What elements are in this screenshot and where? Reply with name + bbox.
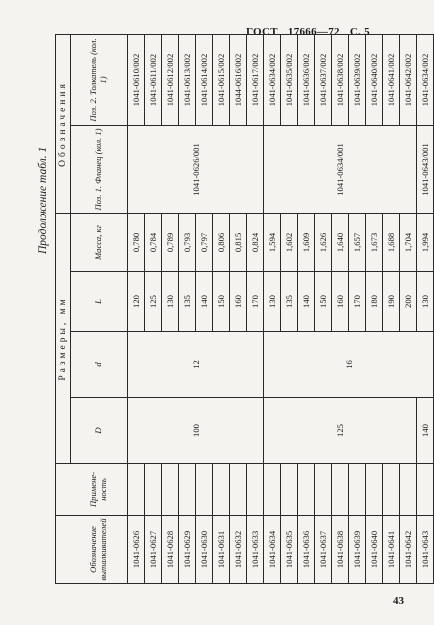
L-cell: 150 — [213, 272, 230, 332]
group-sizes: Размеры, мм — [56, 213, 71, 463]
table-row — [128, 34, 145, 583]
designation-cell: 1041-0638 — [332, 516, 349, 584]
L-cell: 130 — [417, 272, 434, 332]
pusher-cell: 1041-0611/002 — [145, 34, 162, 125]
mass-cell: 1,594 — [264, 213, 281, 271]
L-cell: 190 — [383, 272, 400, 332]
page-number: 43 — [393, 595, 404, 607]
table-continuation-title: Продолжение табл. 1 — [37, 146, 49, 254]
table-row — [179, 34, 196, 583]
table-row — [281, 34, 298, 583]
sizes-table — [55, 34, 434, 584]
table-row — [298, 34, 315, 583]
col-applicability: Примене-ность — [71, 464, 128, 516]
table-row — [315, 34, 332, 583]
L-cell: 160 — [230, 272, 247, 332]
applicability-cell — [128, 464, 145, 516]
applicability-cell — [298, 464, 315, 516]
L-cell: 150 — [315, 272, 332, 332]
pusher-cell: 1041-0638/002 — [332, 34, 349, 125]
applicability-cell — [264, 464, 281, 516]
designation-cell: 1041-0637 — [315, 516, 332, 584]
applicability-cell — [332, 464, 349, 516]
L-cell: 135 — [179, 272, 196, 332]
table-row — [145, 34, 162, 583]
pusher-cell: 1041-0615/002 — [213, 34, 230, 125]
table-row — [400, 34, 417, 583]
pusher-cell: 1041-0617/002 — [247, 34, 264, 125]
table-row — [196, 34, 213, 583]
pusher-cell: 1041-0639/002 — [349, 34, 366, 125]
mass-cell: 1,640 — [332, 213, 349, 271]
table-row — [383, 34, 400, 583]
L-cell: 160 — [332, 272, 349, 332]
L-cell: 125 — [145, 272, 162, 332]
mass-cell: 1,602 — [281, 213, 298, 271]
designation-cell: 1041-0639 — [349, 516, 366, 584]
pusher-cell: 1041-0614/002 — [196, 34, 213, 125]
pusher-cell: 1041-0640/002 — [366, 34, 383, 125]
standard-number: 17666—72 — [287, 26, 340, 38]
header-blank — [56, 516, 71, 584]
applicability-cell — [162, 464, 179, 516]
d-span-cell: 16 — [264, 332, 434, 398]
applicability-cell — [281, 464, 298, 516]
designation-cell: 1041-0635 — [281, 516, 298, 584]
pusher-cell: 1041-0637/002 — [315, 34, 332, 125]
L-cell: 170 — [247, 272, 264, 332]
mass-cell: 1,688 — [383, 213, 400, 271]
applicability-cell — [247, 464, 264, 516]
table-row — [230, 34, 247, 583]
L-cell: 170 — [349, 272, 366, 332]
applicability-cell — [315, 464, 332, 516]
pusher-cell: 1041-0634/002 — [417, 34, 434, 125]
table-row — [332, 34, 349, 583]
designation-cell: 1041-0631 — [213, 516, 230, 584]
D-span-cell: 125 — [264, 398, 417, 464]
header-page: С. 5 — [349, 26, 370, 38]
L-cell: 120 — [128, 272, 145, 332]
table-row — [417, 34, 434, 583]
col-flange: Поз. 1. Фланец (кол. 1) — [71, 125, 128, 213]
applicability-cell — [417, 464, 434, 516]
mass-cell: 0,806 — [213, 213, 230, 271]
mass-cell: 1,673 — [366, 213, 383, 271]
mass-cell: 0,789 — [162, 213, 179, 271]
pusher-cell: 1041-0610/002 — [128, 34, 145, 125]
applicability-cell — [400, 464, 417, 516]
designation-cell: 1041-0632 — [230, 516, 247, 584]
designation-cell: 1041-0629 — [179, 516, 196, 584]
standard-label: ГОСТ — [246, 26, 278, 38]
mass-cell: 1,994 — [417, 213, 434, 271]
mass-cell: 1,626 — [315, 213, 332, 271]
L-cell: 200 — [400, 272, 417, 332]
table-row — [349, 34, 366, 583]
applicability-cell — [230, 464, 247, 516]
table-row — [247, 34, 264, 583]
applicability-cell — [179, 464, 196, 516]
pusher-cell: 1044-0616/002 — [230, 34, 247, 125]
designation-cell: 1041-0630 — [196, 516, 213, 584]
col-pusher: Поз. 2. Толкатель (кол. 1) — [71, 34, 128, 125]
col-L: L — [71, 272, 128, 332]
L-cell: 140 — [298, 272, 315, 332]
flange-span-cell: 1041-0634/001 — [264, 125, 417, 213]
L-cell: 135 — [281, 272, 298, 332]
pusher-cell: 1041-0612/002 — [162, 34, 179, 125]
designation-cell: 1041-0633 — [247, 516, 264, 584]
designation-cell: 1041-0642 — [400, 516, 417, 584]
L-cell: 140 — [196, 272, 213, 332]
flange-span-cell: 1041-0626/001 — [128, 125, 264, 213]
col-d: d — [71, 332, 128, 398]
table-row — [162, 34, 179, 583]
table-row — [366, 34, 383, 583]
mass-cell: 0,797 — [196, 213, 213, 271]
L-cell: 130 — [162, 272, 179, 332]
mass-cell: 0,824 — [247, 213, 264, 271]
L-cell: 130 — [264, 272, 281, 332]
mass-cell: 0,815 — [230, 213, 247, 271]
designation-cell: 1041-0643 — [417, 516, 434, 584]
designation-cell: 1041-0640 — [366, 516, 383, 584]
rotated-table-area — [37, 35, 430, 584]
applicability-cell — [383, 464, 400, 516]
applicability-cell — [196, 464, 213, 516]
d-span-cell: 12 — [128, 332, 264, 398]
table-row — [264, 34, 281, 583]
col-mass: Масса, кг — [71, 213, 128, 271]
table-row — [213, 34, 230, 583]
flange-cell: 1041-0643/001 — [417, 125, 434, 213]
pusher-cell: 1041-0635/002 — [281, 34, 298, 125]
pusher-cell: 1041-0641/002 — [383, 34, 400, 125]
header-blank — [56, 464, 71, 516]
designation-cell: 1041-0628 — [162, 516, 179, 584]
mass-cell: 1,609 — [298, 213, 315, 271]
col-D: D — [71, 398, 128, 464]
applicability-cell — [366, 464, 383, 516]
designation-cell: 1041-0627 — [145, 516, 162, 584]
pusher-cell: 1041-0642/002 — [400, 34, 417, 125]
mass-cell: 0,793 — [179, 213, 196, 271]
applicability-cell — [213, 464, 230, 516]
applicability-cell — [349, 464, 366, 516]
pusher-cell: 1041-0613/002 — [179, 34, 196, 125]
applicability-cell — [145, 464, 162, 516]
designation-cell: 1041-0626 — [128, 516, 145, 584]
mass-cell: 1,657 — [349, 213, 366, 271]
pusher-cell: 1041-0636/002 — [298, 34, 315, 125]
mass-cell: 0,780 — [128, 213, 145, 271]
mass-cell: 0,784 — [145, 213, 162, 271]
designation-cell: 1041-0634 — [264, 516, 281, 584]
mass-cell: 1,704 — [400, 213, 417, 271]
D-span-cell: 100 — [128, 398, 264, 464]
pusher-cell: 1041-0634/002 — [264, 34, 281, 125]
designation-cell: 1041-0636 — [298, 516, 315, 584]
L-cell: 180 — [366, 272, 383, 332]
group-designations: Обозначения — [56, 34, 71, 213]
designation-cell: 1041-0641 — [383, 516, 400, 584]
col-designation: Обозначение выталкивателей — [71, 516, 128, 584]
D-cell: 140 — [417, 398, 434, 464]
